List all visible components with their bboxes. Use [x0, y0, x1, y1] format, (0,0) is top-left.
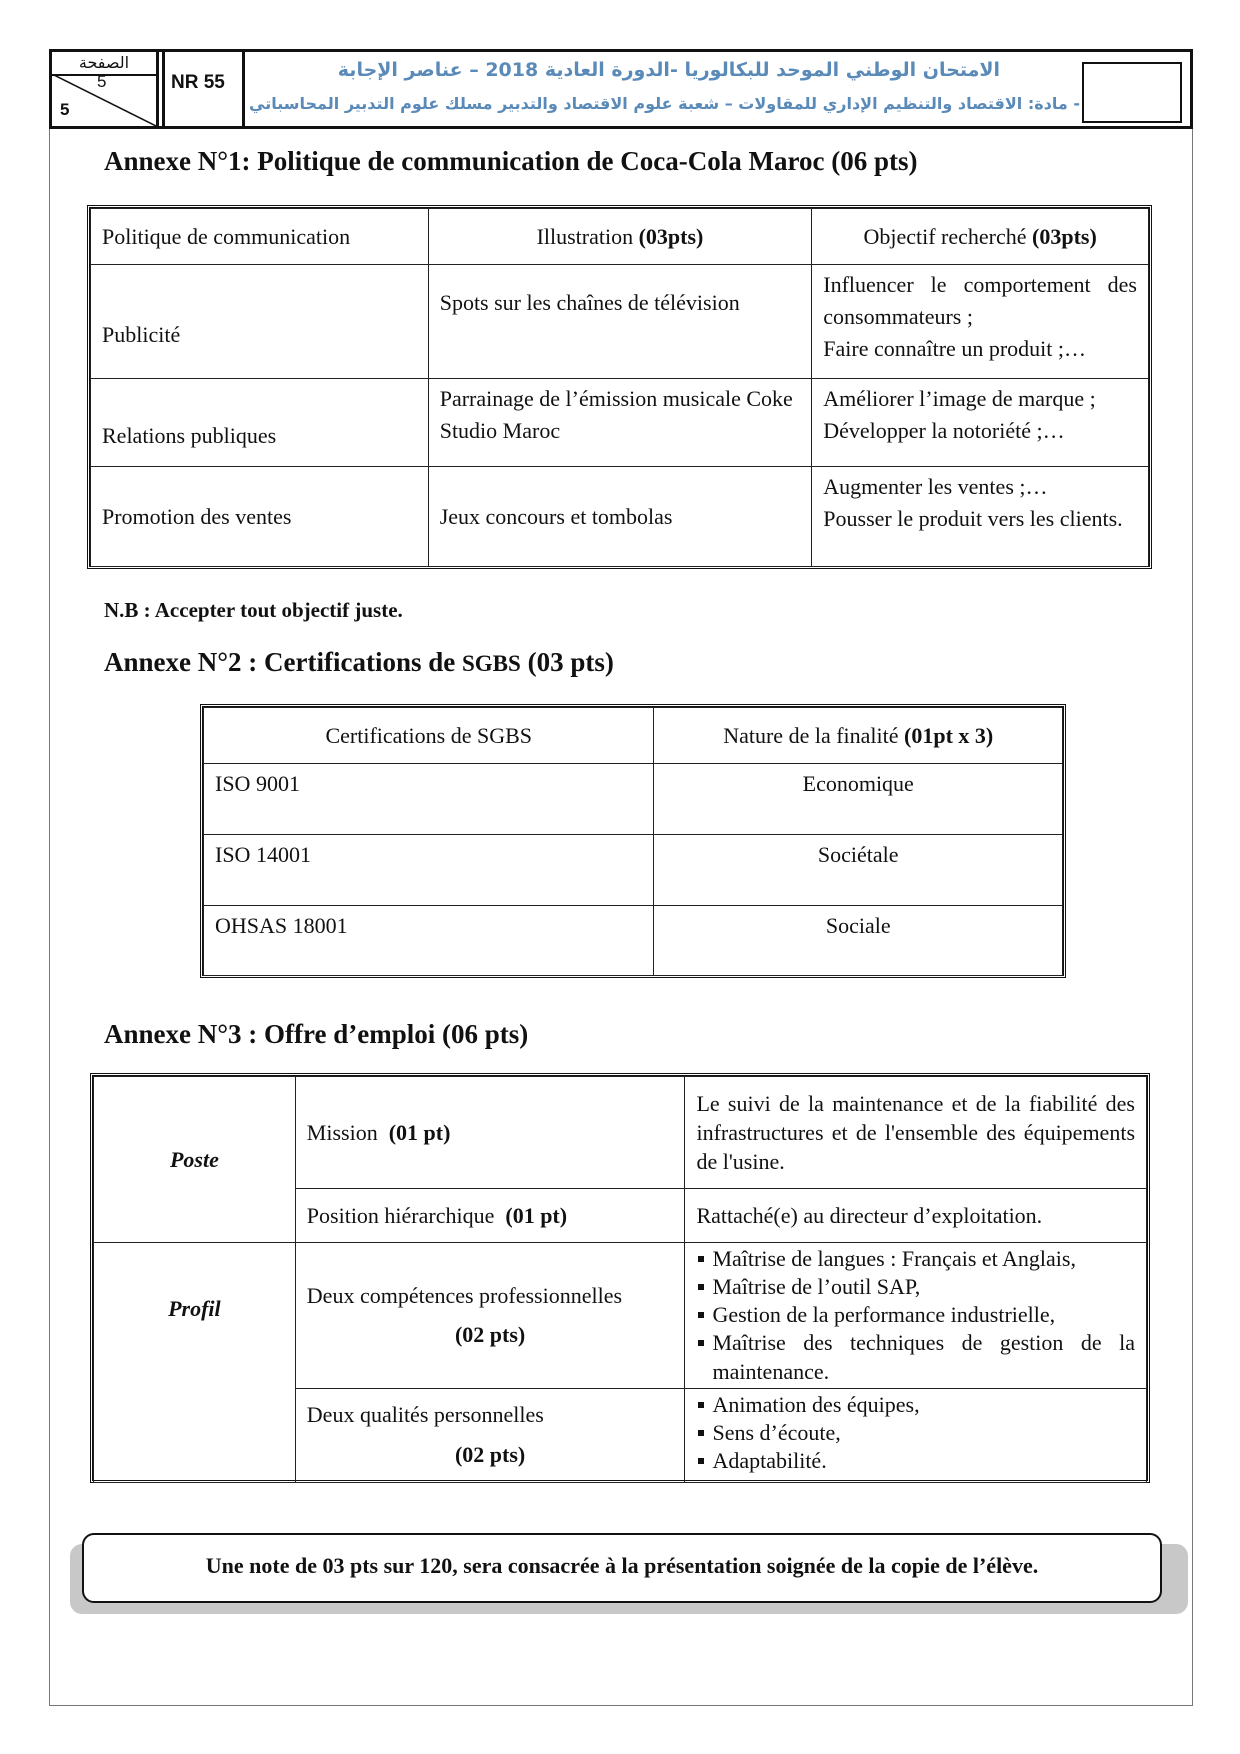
table-row [91, 467, 1149, 567]
mission-value-cell: Le suivi de la maintenance et de la fiabilité des infrastructures et de l'ensemble des équipements de l'usine. [685, 1077, 1147, 1189]
page-number: 5 [97, 72, 107, 91]
competences-list [696, 1245, 1135, 1386]
annexe2-title: Annexe N°2 : Certifications de SGBS (03 pts) [104, 647, 614, 677]
table-row [94, 1243, 1147, 1389]
poste-cell: Poste [94, 1077, 296, 1243]
cert-cell: ISO 14001 [204, 835, 654, 906]
list-item: Gestion de la performance industrielle, [696, 1301, 1135, 1329]
mission-label-cell: Mission (01 pt) [295, 1077, 685, 1189]
nature-cell: Sociétale [654, 835, 1063, 906]
list-item: Sens d’écoute, [696, 1419, 1135, 1447]
page-label: الصفحة [52, 52, 156, 76]
illustration-cell: Spots sur les chaînes de télévision [428, 265, 812, 379]
illustration-cell: Parrainage de l’émission musicale Coke Studio Maroc [428, 379, 812, 467]
profil-cell: Profil [94, 1243, 296, 1483]
table-row [204, 764, 1063, 835]
exam-code: NR 55 [165, 52, 245, 126]
table-row [204, 835, 1063, 906]
list-item: Maîtrise de langues : Français et Anglais, [696, 1245, 1135, 1273]
header-cell: Politique de communication [91, 209, 429, 265]
cert-cell: OHSAS 18001 [204, 906, 654, 976]
table-row [91, 379, 1149, 467]
header-title-line1: الامتحان الوطني الموحد للبكالوريا -الدورة العادية 2018 – عناصر الإجابة [337, 59, 1000, 81]
qualites-list [696, 1391, 1135, 1475]
nature-cell: Sociale [654, 906, 1063, 976]
illustration-cell: Jeux concours et tombolas [428, 467, 812, 567]
policy-cell: Relations publiques [91, 379, 429, 467]
footer-note: Une note de 03 pts sur 120, sera consacrée à la présentation soignée de la copie de l’élève. [82, 1533, 1162, 1603]
annexe3-table [93, 1076, 1147, 1483]
table-row [91, 265, 1149, 379]
qualites-label-cell: Deux qualités personnelles (02 pts) [295, 1388, 685, 1482]
header-cell: Nature de la finalité (01pt x 3) [654, 708, 1063, 764]
annexe3-title: Annexe N°3 : Offre d’emploi (06 pts) [104, 1019, 529, 1049]
header-cell: Certifications de SGBS [204, 708, 654, 764]
position-label-cell: Position hiérarchique (01 pt) [295, 1189, 685, 1243]
policy-cell: Publicité [91, 265, 429, 379]
nature-cell: Economique [654, 764, 1063, 835]
competences-label-cell: Deux compétences professionnelles (02 pts) [295, 1243, 685, 1389]
table-row [94, 1077, 1147, 1189]
list-item: Maîtrise de l’outil SAP, [696, 1273, 1135, 1301]
table-header-row [91, 209, 1149, 265]
competences-list-cell [685, 1243, 1147, 1389]
objective-cell: Augmenter les ventes ;… Pousser le produit vers les clients. [812, 467, 1149, 567]
page-total: 5 [60, 100, 70, 119]
annexe1-table [90, 208, 1149, 567]
header-title-area [245, 52, 1190, 126]
policy-cell: Promotion des ventes [91, 467, 429, 567]
qualites-list-cell [685, 1388, 1147, 1482]
annexe1-note: N.B : Accepter tout objectif juste. [104, 598, 403, 622]
cert-cell: ISO 9001 [204, 764, 654, 835]
list-item: Adaptabilité. [696, 1447, 1135, 1475]
annexe1-title: Annexe N°1: Politique de communication de Coca-Cola Maroc (06 pts) [104, 146, 918, 176]
objective-cell: Améliorer l’image de marque ; Développer la notoriété ;… [812, 379, 1149, 467]
header-cell: Objectif recherché (03pts) [812, 209, 1149, 265]
list-item: Maîtrise des techniques de gestion de la maintenance. [696, 1329, 1135, 1385]
list-item: Animation des équipes, [696, 1391, 1135, 1419]
exam-header [49, 49, 1193, 129]
table-header-row [204, 708, 1063, 764]
position-value-cell: Rattaché(e) au directeur d’exploitation. [685, 1189, 1147, 1243]
objective-cell: Influencer le comportement des consommateurs ; Faire connaître un produit ;… [812, 265, 1149, 379]
header-title-line2: - مادة: الاقتصاد والتنظيم الإداري للمقاولات – شعبة علوم الاقتصاد والتدبير مسلك علوم التدبير المحاسباتي [249, 94, 1080, 113]
table-row [204, 906, 1063, 976]
header-cell: Illustration (03pts) [428, 209, 812, 265]
page-number-box [52, 52, 159, 126]
annexe2-table [203, 707, 1063, 976]
header-empty-box [1082, 62, 1182, 123]
